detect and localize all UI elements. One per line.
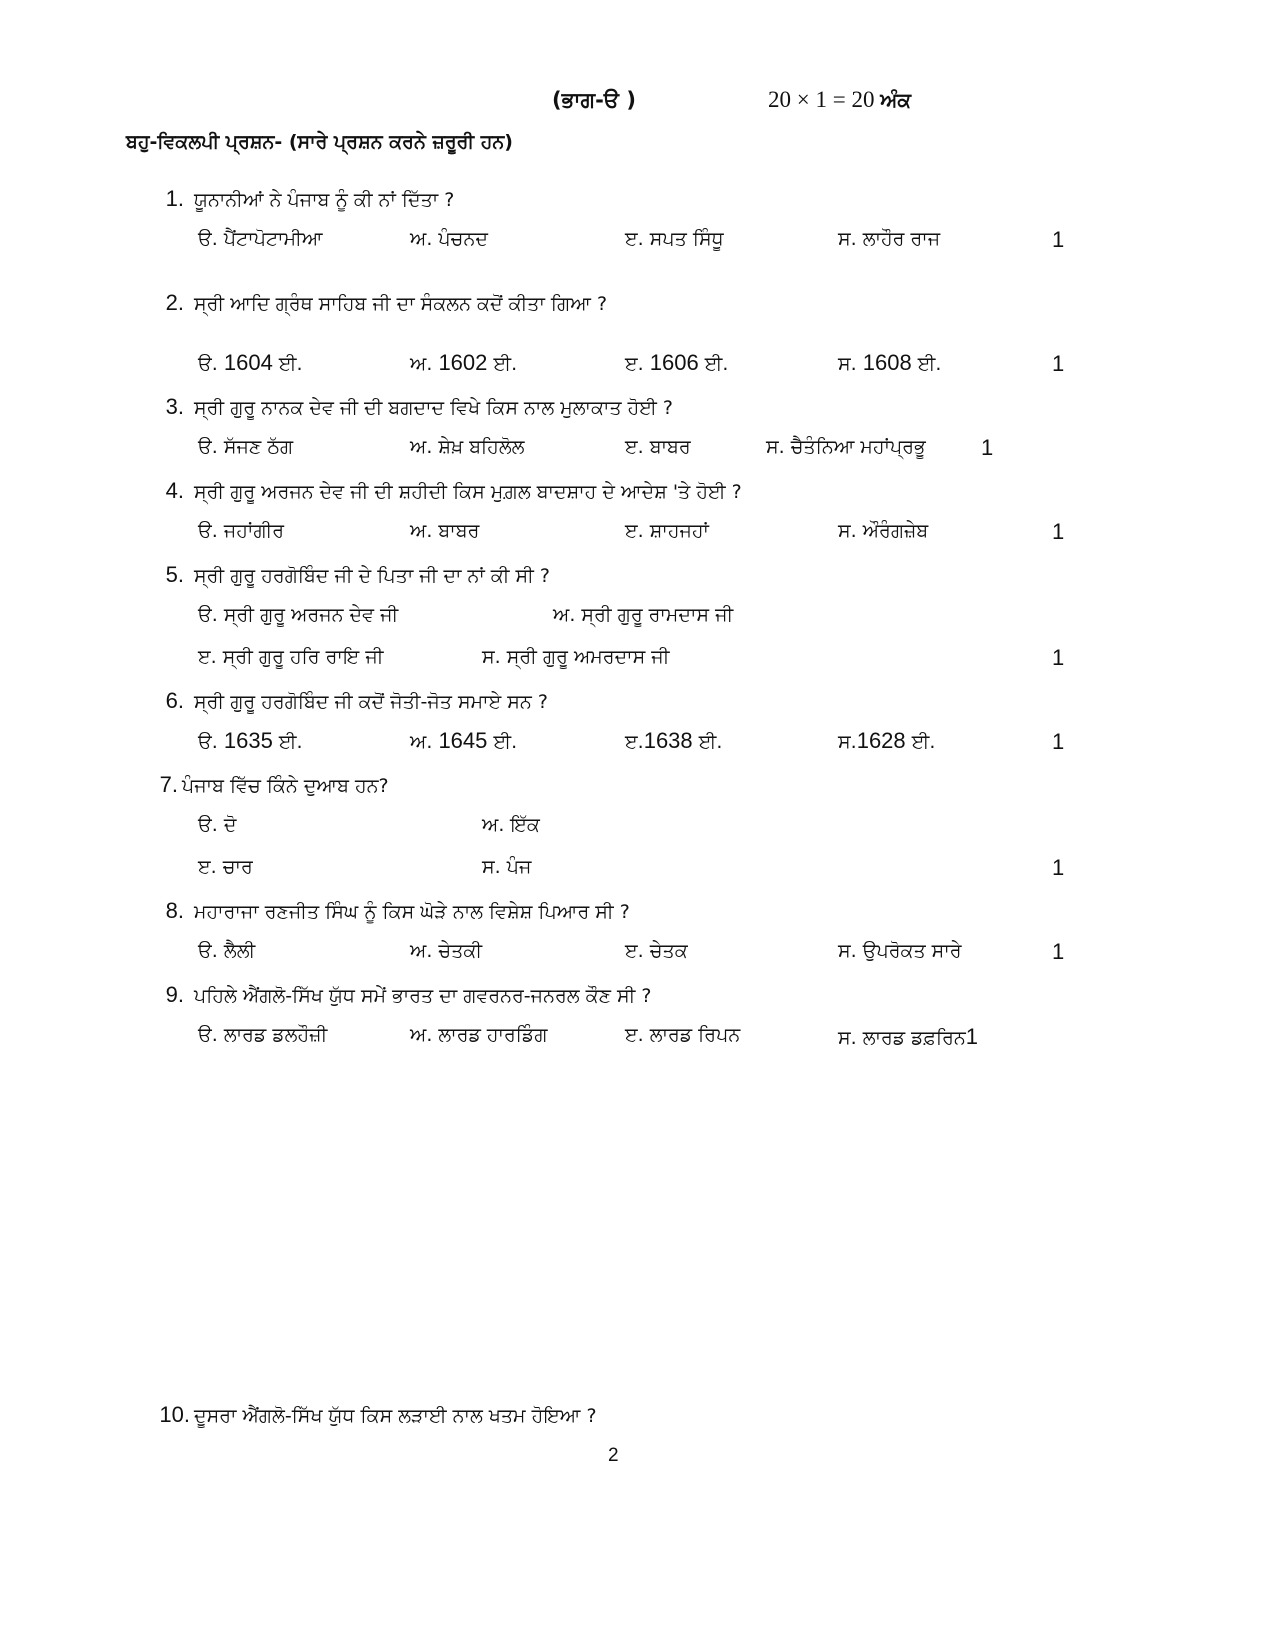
option-d: ਸ. ਔਰੰਗਜ਼ੇਬ [838,520,929,542]
question-2 [150,290,607,316]
question-10 [150,1402,597,1428]
question-number: 3. [165,394,184,419]
question-text: ਮਹਾਰਾਜਾ ਰਣਜੀਤ ਸਿੰਘ ਨੂੰ ਕਿਸ ਘੋੜੇ ਨਾਲ ਵਿਸ਼ੇਸ਼ ਪਿਆਰ ਸੀ ? [194,901,630,923]
question-number: 1. [165,186,184,211]
option-b: ਅ. ਸ੍ਰੀ ਗੁਰੂ ਰਾਮਦਾਸ ਜੀ [553,604,734,626]
question-text: ਪਹਿਲੇ ਐਂਗਲੋ-ਸਿੱਖ ਯੁੱਧ ਸਮੇਂ ਭਾਰਤ ਦਾ ਗਵਰਨਰ-ਜਨਰਲ ਕੌਣ ਸੀ ? [194,985,652,1007]
option-c: ੲ. ਸ੍ਰੀ ਗੁਰੂ ਹਰਿ ਰਾਇ ਜੀ [198,646,384,668]
question-text: ਪੰਜਾਬ ਵਿੱਚ ਕਿੰਨੇ ਦੁਆਬ ਹਨ? [182,775,389,797]
question-number: 10. [159,1402,190,1427]
option-c: ੲ. ਸਪਤ ਸਿੰਧੂ [625,228,724,250]
option-suffix: ਈ. [493,731,518,753]
option-year: 1628 [856,728,906,753]
question-mark: 1 [981,435,994,460]
option-c [625,350,728,376]
option-prefix: ੲ. [625,731,644,753]
option-d: ਸ. ਉਪਰੋਕਤ ਸਾਰੇ [838,940,962,962]
option-d [838,728,935,754]
option-d [838,350,941,376]
option-c: ੲ. ਬਾਬਰ [625,436,691,458]
option-b: ਅ. ਸ਼ੇਖ਼ ਬਹਿਲੋਲ [410,436,525,458]
question-mark: 1 [1052,855,1065,880]
question-mark: 1 [1052,351,1065,376]
question-3 [150,394,673,420]
option-a [198,728,303,754]
option-suffix: ਈ. [698,731,723,753]
option-a: ੳ. ਲਾਰਡ ਡਲਹੌਜ਼ੀ [198,1024,328,1046]
question-mark: 1 [1052,519,1065,544]
option-prefix: ਅ. [410,731,433,753]
option-a: ੳ. ਦੋ [198,814,237,836]
question-text: ਸ੍ਰੀ ਆਦਿ ਗ੍ਰੰਥ ਸਾਹਿਬ ਜੀ ਦਾ ਸੰਕਲਨ ਕਦੋਂ ਕੀਤਾ ਗਿਆ ? [194,293,608,315]
page-number: 2 [608,1445,619,1466]
option-b [410,350,517,376]
option-b: ਅ. ਪੰਚਨਦ [410,228,488,250]
option-prefix: ਸ. [838,353,857,375]
marks-unit: ਅੰਕ [880,88,912,112]
option-prefix: ਸ. [838,731,857,753]
question-text: ਦੂਸਰਾ ਐਂਗਲੋ-ਸਿੱਖ ਯੁੱਧ ਕਿਸ ਲੜਾਈ ਨਾਲ ਖਤਮ ਹੋਇਆ ? [194,1405,597,1427]
question-mark: 1 [1052,729,1065,754]
question-5 [150,562,550,588]
instruction-text: ਬਹੁ-ਵਿਕਲਪੀ ਪ੍ਰਸ਼ਨ- (ਸਾਰੇ ਪ੍ਰਸ਼ਨ ਕਰਨੇ ਜ਼ਰੂਰੀ ਹਨ) [126,131,513,153]
option-prefix: ਅ. [410,353,433,375]
option-c: ੲ. ਚੇਤਕ [625,940,688,962]
option-b: ਅ. ਬਾਬਰ [410,520,480,542]
option-suffix: ਈ. [917,353,942,375]
question-number: 5. [165,562,184,587]
option-suffix: ਈ. [911,731,936,753]
question-text: ਯੂਨਾਨੀਆਂ ਨੇ ਪੰਜਾਬ ਨੂੰ ਕੀ ਨਾਂ ਦਿੱਤਾ ? [194,189,455,211]
option-a: ੳ. ਲੈਲੀ [198,940,256,962]
option-d: ਸ. ਸ੍ਰੀ ਗੁਰੂ ਅਮਰਦਾਸ ਜੀ [482,646,670,668]
question-text: ਸ੍ਰੀ ਗੁਰੂ ਹਰਗੋਬਿੰਦ ਜੀ ਕਦੋਂ ਜੋਤੀ-ਜੋਤ ਸਮਾਏ ਸਨ ? [194,691,548,713]
question-mark: 1 [965,1024,979,1049]
option-a: ੳ. ਸ੍ਰੀ ਗੁਰੂ ਅਰਜਨ ਦੇਵ ਜੀ [198,604,399,626]
option-a [198,350,303,376]
option-d: ਸ. ਪੰਜ [482,856,532,878]
option-year: 1606 [649,350,699,375]
question-text: ਸ੍ਰੀ ਗੁਰੂ ਹਰਗੋਬਿੰਦ ਜੀ ਦੇ ਪਿਤਾ ਜੀ ਦਾ ਨਾਂ ਕੀ ਸੀ ? [194,565,551,587]
option-b: ਅ. ਇੱਕ [482,814,540,836]
question-8 [150,898,630,924]
question-number: 2. [165,290,184,315]
question-4 [150,478,742,504]
section-heading: (ਭਾਗ-ੳ ) [552,88,636,112]
option-a: ੳ. ਸੱਜਣ ਠੱਗ [198,436,294,458]
question-text: ਸ੍ਰੀ ਗੁਰੂ ਅਰਜਨ ਦੇਵ ਜੀ ਦੀ ਸ਼ਹੀਦੀ ਕਿਸ ਮੁਗ਼ਲ ਬਾਦਸ਼ਾਹ ਦੇ ਆਦੇਸ਼ 'ਤੇ ਹੋਈ ? [194,481,742,503]
question-6 [150,688,548,714]
question-mark: 1 [1052,227,1065,252]
option-b [410,728,517,754]
option-b: ਅ. ਚੇਤਕੀ [410,940,483,962]
question-text: ਸ੍ਰੀ ਗੁਰੂ ਨਾਨਕ ਦੇਵ ਜੀ ਦੀ ਬਗਦਾਦ ਵਿਖੇ ਕਿਸ ਨਾਲ ਮੁਲਾਕਾਤ ਹੋਈ ? [194,397,673,419]
option-d: ਸ. ਲਾਹੌਰ ਰਾਜ [838,228,941,250]
question-number: 6. [165,688,184,713]
option-d [838,1024,978,1050]
option-d: ਸ. ਚੈਤੰਨਿਆ ਮਹਾਂਪ੍ਰਭੂ [766,436,926,458]
option-suffix: ਈ. [278,353,303,375]
option-c [625,728,722,754]
option-suffix: ਈ. [278,731,303,753]
option-c: ੲ. ਚਾਰ [198,856,253,878]
option-year: 1604 [223,350,273,375]
option-c: ੲ. ਸ਼ਾਹਜਹਾਂ [625,520,709,542]
option-a: ੳ. ਪੈਂਟਾਪੋਟਾਮੀਆ [198,228,323,250]
option-year: 1645 [438,728,488,753]
question-number: 7. [159,772,178,797]
question-9 [150,982,651,1008]
option-year: 1602 [438,350,488,375]
marks-total [768,87,911,113]
option-a: ੳ. ਜਹਾਂਗੀਰ [198,520,285,542]
option-c: ੲ. ਲਾਰਡ ਰਿਪਨ [625,1024,741,1046]
question-7 [150,772,389,798]
option-b: ਅ. ਲਾਰਡ ਹਾਰਡਿੰਗ [410,1024,548,1046]
option-suffix: ਈ. [493,353,518,375]
option-prefix: ੲ. [625,353,644,375]
question-1 [150,186,454,212]
marks-formula: 20 × 1 = 20 [768,87,875,112]
question-mark: 1 [1052,939,1065,964]
option-prefix: ੳ. [198,353,218,375]
question-number: 8. [165,898,184,923]
option-year: 1638 [643,728,693,753]
option-year: 1608 [862,350,912,375]
option-text: ਸ. ਲਾਰਡ ਡਫ਼ਰਿਨ [838,1027,966,1049]
question-number: 9. [165,982,184,1007]
option-year: 1635 [223,728,273,753]
question-mark: 1 [1052,645,1065,670]
question-number: 4. [165,478,184,503]
option-prefix: ੳ. [198,731,218,753]
option-suffix: ਈ. [704,353,729,375]
